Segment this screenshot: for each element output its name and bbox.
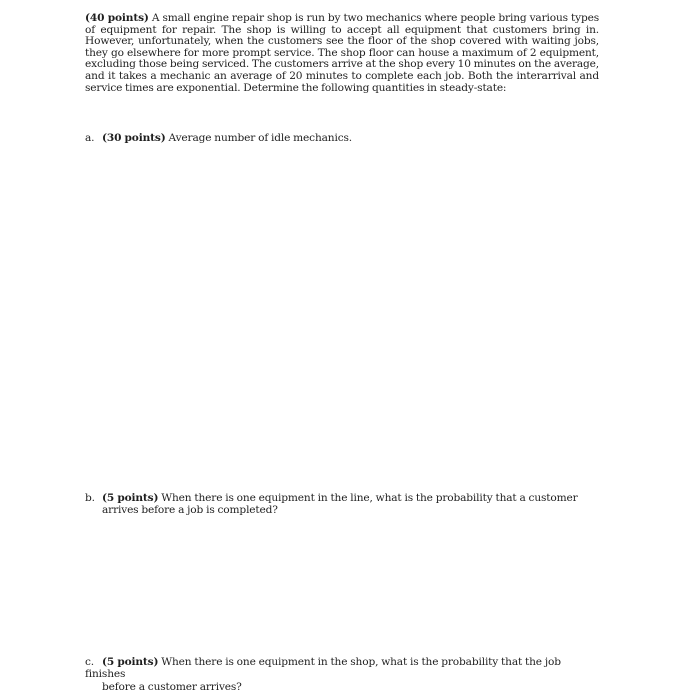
part-a — [85, 132, 599, 144]
part-c-letter: c. — [85, 656, 95, 668]
part-b-question-line2: arrives before a job is completed? — [102, 504, 278, 517]
part-b-question-line1: When there is one equipment in the line, what is the probability that a customer — [161, 492, 578, 504]
part-a-letter: a. — [85, 132, 95, 144]
part-c — [85, 656, 599, 693]
part-b-points: (5 points) — [102, 492, 159, 504]
part-a-question: Average number of idle mechanics. — [168, 132, 352, 144]
part-c-question-line2: before a customer arrives? — [102, 680, 242, 693]
problem-text: A small engine repair shop is run by two mechanics where people bring various types of equipment for repair. The shop is willing to accept all equipment that customers bring in. However, unfortunately, when the customers see the floor of the shop covered with waiting jobs, they go elsewhere for more prompt service. The shop floor can house a maximum of 2 equipment, excluding those being serviced. The customers arrive at the shop every 10 minutes on the average, and it takes a mechanic an average of 20 minutes to complete each job. Both the interarrival and service times are exponential. Determine the following quantities in steady-state: — [85, 12, 600, 94]
problem-points: (40 points) — [85, 12, 149, 24]
part-c-points: (5 points) — [102, 656, 159, 668]
part-c-question-line1: When there is one equipment in the shop, what is the probability that the job finishes — [85, 656, 561, 681]
part-a-points: (30 points) — [102, 132, 166, 144]
part-b-letter: b. — [85, 492, 95, 504]
part-b — [85, 492, 599, 517]
problem-statement — [85, 13, 599, 94]
